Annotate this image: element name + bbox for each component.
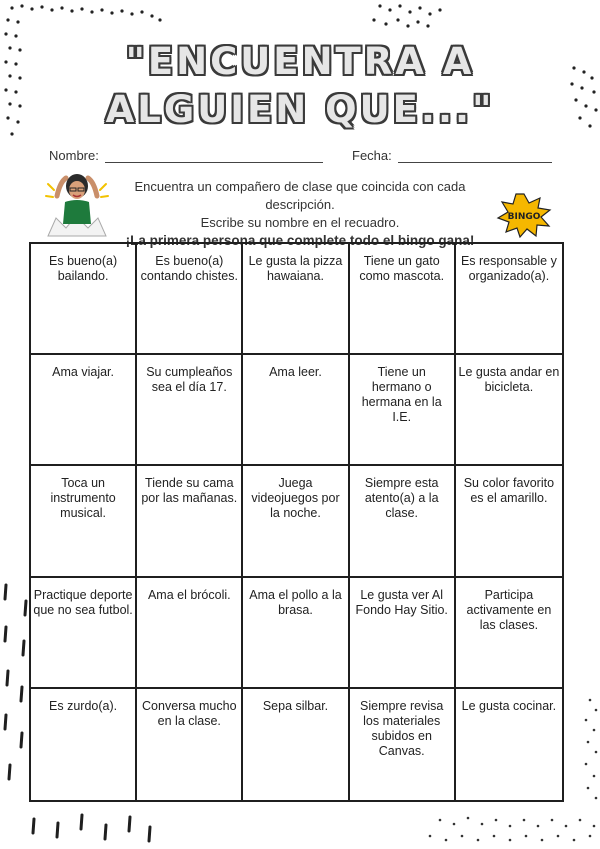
bingo-cell[interactable]: Es responsable y organizado(a).: [456, 244, 562, 355]
bingo-cell[interactable]: Le gusta la pizza hawaiana.: [243, 244, 349, 355]
bingo-cell[interactable]: Tiene un gato como mascota.: [350, 244, 456, 355]
date-field[interactable]: [352, 148, 552, 163]
page-title: [0, 38, 600, 134]
page-title-line-2: ALGUIEN QUE...": [105, 88, 495, 131]
bingo-grid: [29, 242, 564, 802]
instructions-line-1: Encuentra un compañero de clase que coincida con cada descripción.: [134, 179, 466, 212]
bingo-cell[interactable]: Su color favorito es el amarillo.: [456, 466, 562, 577]
name-field[interactable]: [49, 148, 323, 163]
bingo-badge: [496, 192, 552, 238]
bingo-cell[interactable]: Ama leer.: [243, 355, 349, 466]
bingo-cell[interactable]: Ama viajar.: [31, 355, 137, 466]
date-blank-line[interactable]: [398, 149, 552, 163]
bingo-cell[interactable]: Le gusta cocinar.: [461, 698, 557, 713]
bingo-cell[interactable]: Juega videojuegos por la noche.: [243, 466, 349, 577]
bingo-cell[interactable]: Es zurdo(a).: [31, 689, 137, 800]
bingo-cell[interactable]: Es bueno(a) bailando.: [31, 244, 137, 355]
bingo-cell[interactable]: Conversa mucho en la clase.: [137, 689, 243, 800]
instructions: [110, 178, 490, 250]
bingo-cell[interactable]: Participa activamente en las clases.: [456, 578, 562, 689]
bingo-cell[interactable]: Siempre revisa los materiales subidos en Canvas.: [350, 689, 456, 800]
bingo-cell[interactable]: Toca un instrumento musical.: [31, 466, 137, 577]
name-label: Nombre:: [49, 148, 99, 163]
bingo-cell[interactable]: Su cumpleaños sea el día 17.: [137, 355, 243, 466]
bingo-cell[interactable]: Practique deporte que no sea futbol.: [31, 578, 137, 689]
bingo-cell[interactable]: Le gusta andar en bicicleta.: [456, 355, 562, 466]
bingo-cell[interactable]: Es bueno(a) contando chistes.: [137, 244, 243, 355]
name-blank-line[interactable]: [105, 149, 323, 163]
bingo-cell[interactable]: Tiene un hermano o hermana en la I.E.: [350, 355, 456, 466]
teacher-avatar-illustration: [42, 166, 112, 240]
bingo-cell[interactable]: Ama el pollo a la brasa.: [243, 578, 349, 689]
date-label: Fecha:: [352, 148, 392, 163]
bingo-badge-text: BINGO: [507, 212, 541, 222]
instructions-line-2: Escribe su nombre en el recuadro.: [200, 215, 400, 230]
bingo-cell[interactable]: Le gusta ver Al Fondo Hay Sitio.: [350, 578, 456, 689]
instructions-line-3: ¡La primera persona que complete todo el bingo gana!: [125, 233, 475, 248]
bingo-cell[interactable]: Siempre esta atento(a) a la clase.: [350, 466, 456, 577]
bingo-cell[interactable]: Tiende su cama por las mañanas.: [137, 466, 243, 577]
bingo-cell[interactable]: Ama el brócoli.: [137, 578, 243, 689]
bingo-cell[interactable]: Sepa silbar.: [243, 689, 349, 800]
page-title-line-1: "ENCUENTRA A: [125, 40, 475, 83]
